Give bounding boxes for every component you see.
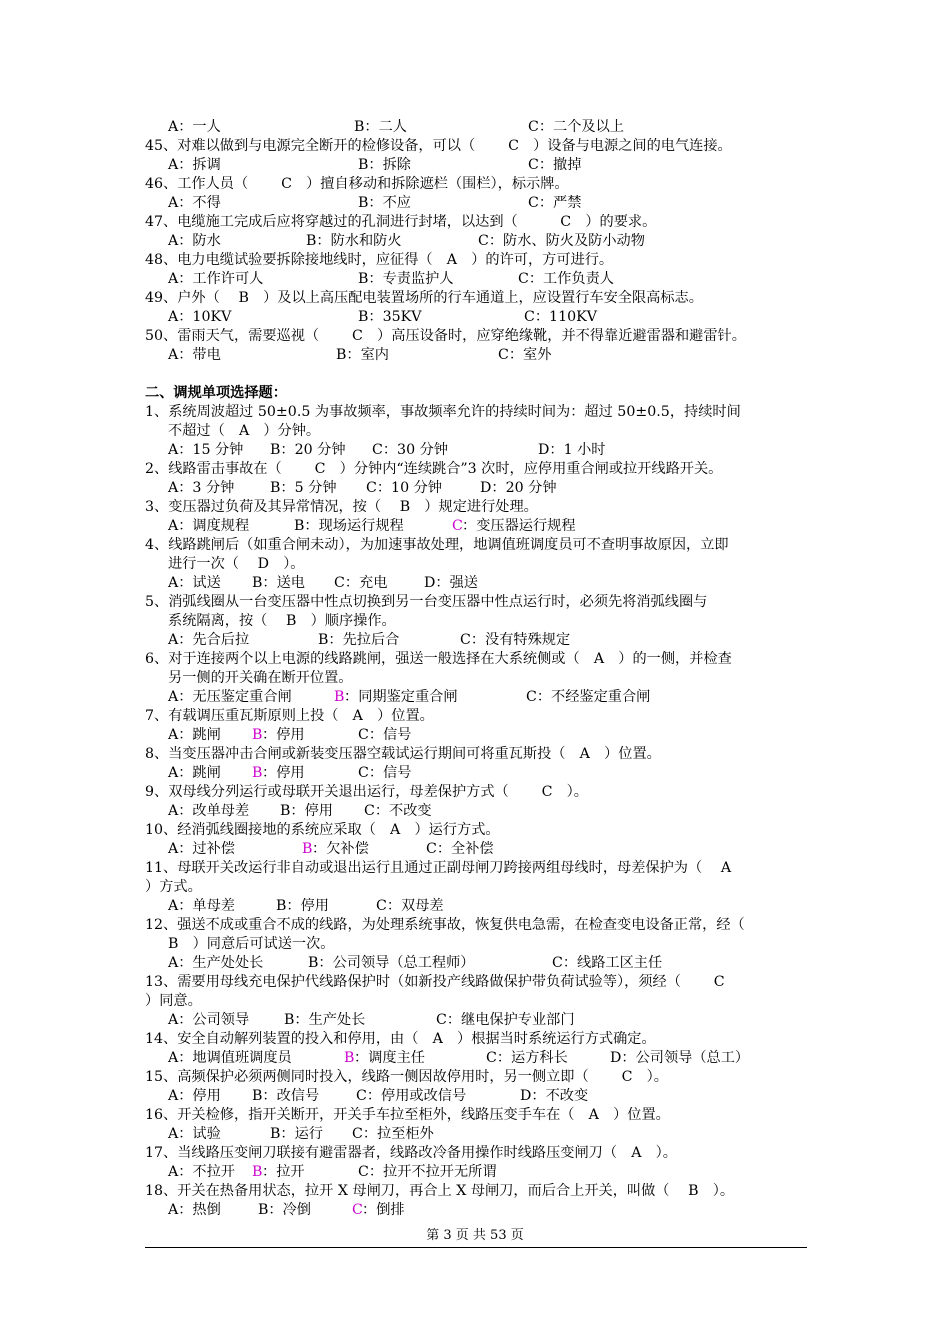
section-heading: 二、调规单项选择题：	[145, 385, 287, 401]
answer-option: B	[252, 727, 263, 743]
answer-option: C：全补偿	[426, 841, 494, 857]
question-text: 49、户外（ B ）及以上高压配电装置场所的行车通道上，应设置行车安全限高标志。	[145, 290, 703, 306]
question-text: 47、电缆施工完成后应将穿越过的孔洞进行封堵，以达到（ C ）的要求。	[145, 214, 657, 230]
answer-option: B	[302, 841, 313, 857]
answer-option: B	[252, 765, 263, 781]
answer-option: ：欠补偿	[312, 841, 369, 857]
answer-option: C：运方科长	[486, 1050, 568, 1066]
answer-option: D：1 小时	[538, 442, 606, 458]
question-text: 10、经消弧线圈接地的系统应采取（ A ）运行方式。	[145, 822, 500, 838]
answer-option: B：公司领导（总工程师）	[308, 955, 475, 971]
answer-option: A：跳闸	[168, 727, 221, 743]
answer-option: C：不改变	[364, 803, 432, 819]
question-text: 7、有载调压重瓦斯原则上投（ A ）位置。	[145, 708, 434, 724]
answer-option: B：运行	[270, 1126, 323, 1142]
answer-option: B：不应	[358, 195, 411, 211]
answer-option: A：无压鉴定重合闸	[168, 689, 292, 705]
answer-option: B：先拉后合	[318, 632, 400, 648]
answer-option: A：跳闸	[168, 765, 221, 781]
answer-option: B：室内	[336, 347, 389, 363]
answer-option: ：停用	[262, 727, 305, 743]
answer-option: A：先合后拉	[168, 632, 250, 648]
question-continuation: 不超过（ A ）分钟。	[168, 423, 321, 439]
question-text: 17、当线路压变闸刀联接有避雷器者，线路改冷备用操作时线路压变闸刀（ A ）。	[145, 1145, 677, 1161]
answer-option: B：停用	[276, 898, 329, 914]
answer-option: A：单母差	[168, 898, 235, 914]
answer-option: B：5 分钟	[270, 480, 337, 496]
answer-option: C：110KV	[524, 309, 597, 325]
answer-option: A：调度规程	[168, 518, 250, 534]
answer-option: A：3 分钟	[168, 480, 235, 496]
page-footer: 第 3 页 共 53 页	[426, 1228, 524, 1243]
answer-option: B：专责监护人	[358, 271, 454, 287]
answer-option: C：停用或改信号	[356, 1088, 467, 1104]
answer-option: A：带电	[168, 347, 221, 363]
question-text: 15、高频保护必须两侧同时投入，线路一侧因故停用时，另一侧立即（ C ）。	[145, 1069, 668, 1085]
answer-option: C：30 分钟	[372, 442, 448, 458]
answer-option: A：10KV	[168, 309, 232, 325]
answer-option: D：强送	[424, 575, 478, 591]
answer-option: B：二人	[354, 119, 407, 135]
answer-option: C：工作负责人	[518, 271, 614, 287]
question-continuation: 另一侧的开关确在断开位置。	[168, 670, 353, 686]
answer-option: C：信号	[358, 765, 412, 781]
question-text: 46、工作人员（ C ）擅自移动和拆除遮栏（围栏），标示牌。	[145, 176, 569, 192]
question-text: 5、消弧线圈从一台变压器中性点切换到另一台变压器中性点运行时，必须先将消弧线圈与	[145, 594, 708, 610]
answer-option: A：工作许可人	[168, 271, 264, 287]
answer-option: A：地调值班调度员	[168, 1050, 292, 1066]
answer-option: B	[252, 1164, 263, 1180]
answer-option: A：停用	[168, 1088, 221, 1104]
answer-option: A：15 分钟	[168, 442, 244, 458]
answer-option: C：信号	[358, 727, 412, 743]
answer-option: B：冷倒	[258, 1202, 311, 1218]
answer-option: B：防水和防火	[306, 233, 402, 249]
question-text: 18、开关在热备用状态，拉开 X 母闸刀，再合上 X 母闸刀，而后合上开关，叫做（ B ）。	[145, 1183, 735, 1199]
answer-option: A：一人	[168, 119, 221, 135]
answer-option: C：双母差	[376, 898, 444, 914]
question-text: 48、电力电缆试验要拆除接地线时，应征得（ A ）的许可，方可进行。	[145, 252, 614, 268]
answer-option: C：10 分钟	[366, 480, 442, 496]
question-text: 14、安全自动解列装置的投入和停用，由（ A ）根据当时系统运行方式确定。	[145, 1031, 656, 1047]
answer-option: A：试送	[168, 575, 221, 591]
answer-option: ：同期鉴定重合闸	[344, 689, 458, 705]
question-text: ）同意。	[145, 993, 202, 1009]
answer-option: C：没有特殊规定	[460, 632, 571, 648]
answer-option: B：改信号	[252, 1088, 320, 1104]
question-text: 45、对难以做到与电源完全断开的检修设备，可以（ C ）设备与电源之间的电气连接。	[145, 138, 732, 154]
answer-option: B：生产处长	[284, 1012, 366, 1028]
answer-option: C：严禁	[528, 195, 582, 211]
answer-option: B：20 分钟	[270, 442, 346, 458]
answer-option: B：现场运行规程	[294, 518, 404, 534]
footer-rule	[145, 1247, 807, 1248]
question-text: 3、变压器过负荷及其异常情况，按（ B ）规定进行处理。	[145, 499, 538, 515]
question-text: 9、双母线分列运行或母联开关退出运行，母差保护方式（ C ）。	[145, 784, 588, 800]
answer-option: ：倒排	[362, 1202, 405, 1218]
question-text: ）方式。	[145, 879, 202, 895]
question-continuation: B ）同意后可试送一次。	[168, 936, 335, 952]
answer-option: A：拆调	[168, 157, 221, 173]
answer-option: C：拉至柜外	[352, 1126, 434, 1142]
question-text: 4、线路跳闸后（如重合闸未动），为加速事故处理，地调值班调度员可不查明事故原因，立即	[145, 537, 729, 553]
question-text: 13、需要用母线充电保护代线路保护时（如新投产线路做保护带负荷试验等），须经（ C	[145, 974, 725, 990]
answer-option: A：过补偿	[168, 841, 235, 857]
answer-option: C：二个及以上	[528, 119, 624, 135]
answer-option: B	[334, 689, 345, 705]
question-text: 6、对于连接两个以上电源的线路跳闸，强送一般选择在大系统侧或（ A ）的一侧，并检查	[145, 651, 732, 667]
answer-option: A：热倒	[168, 1202, 221, 1218]
answer-option: C：撤掉	[528, 157, 582, 173]
question-text: 16、开关检修，指开关断开，开关手车拉至柜外，线路压变手车在（ A ）位置。	[145, 1107, 670, 1123]
answer-option: A：生产处处长	[168, 955, 264, 971]
answer-option: D：公司领导（总工）	[610, 1050, 750, 1066]
answer-option: C：充电	[334, 575, 388, 591]
question-text: 12、强送不成或重合不成的线路，为处理系统事故，恢复供电急需，在检查变电设备正常，经（	[145, 917, 745, 933]
question-text: 2、线路雷击事故在（ C ）分钟内“连续跳合”3 次时，应停用重合闸或拉开线路开关。	[145, 461, 723, 477]
answer-option: C：防水、防火及防小动物	[478, 233, 645, 249]
answer-option: A：防水	[168, 233, 221, 249]
question-text: 1、系统周波超过 50±0.5 为事故频率，事故频率允许的持续时间为：超过 50±0.5，持续时间	[145, 404, 741, 420]
answer-option: A：不拉开	[168, 1164, 235, 1180]
question-text: 50、雷雨天气，需要巡视（ C ）高压设备时，应穿绝缘靴，并不得靠近避雷器和避雷针。	[145, 328, 746, 344]
question-text: 8、当变压器冲击合闸或新装变压器空载试运行期间可将重瓦斯投（ A ）位置。	[145, 746, 661, 762]
answer-option: ：变压器运行规程	[462, 518, 576, 534]
answer-option: ：拉开	[262, 1164, 305, 1180]
answer-option: B：35KV	[358, 309, 422, 325]
answer-option: A：试验	[168, 1126, 221, 1142]
question-text: 11、母联开关改运行非自动或退出运行且通过正副母闸刀跨接两组母线时，母差保护为（ A	[145, 860, 732, 876]
question-continuation: 进行一次（ D ）。	[168, 556, 305, 572]
answer-option: A：不得	[168, 195, 221, 211]
answer-option: A：公司领导	[168, 1012, 250, 1028]
answer-option: C	[352, 1202, 363, 1218]
answer-option: D：不改变	[520, 1088, 589, 1104]
answer-option: D：20 分钟	[480, 480, 557, 496]
question-continuation: 系统隔离，按（ B ）顺序操作。	[168, 613, 396, 629]
answer-option: C：不经鉴定重合闸	[526, 689, 651, 705]
answer-option: C：拉开不拉开无所谓	[358, 1164, 497, 1180]
answer-option: C：继电保护专业部门	[436, 1012, 575, 1028]
answer-option: A：改单母差	[168, 803, 250, 819]
answer-option: ：停用	[262, 765, 305, 781]
answer-option: B：拆除	[358, 157, 411, 173]
answer-option: ：调度主任	[354, 1050, 425, 1066]
answer-option: B	[344, 1050, 355, 1066]
answer-option: C	[452, 518, 463, 534]
answer-option: B：停用	[280, 803, 333, 819]
answer-option: C：线路工区主任	[552, 955, 663, 971]
answer-option: B：送电	[252, 575, 305, 591]
answer-option: C：室外	[498, 347, 552, 363]
